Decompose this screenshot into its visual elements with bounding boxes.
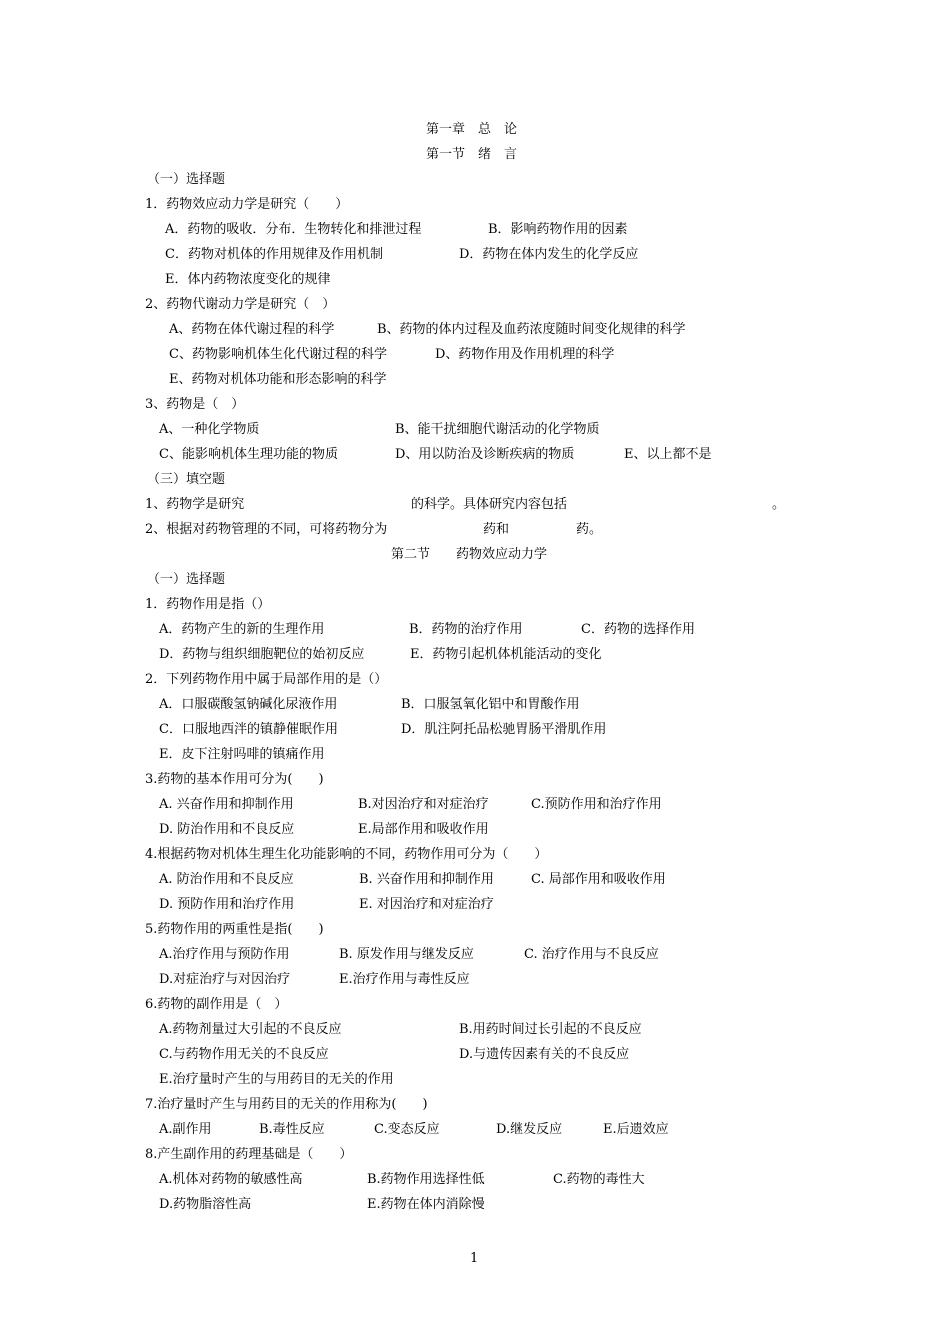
section-heading: （一）选择题 xyxy=(147,572,226,587)
question: 8.产生副作用的药理基础是（ ） xyxy=(145,1147,353,1162)
question: 1．药物效应动力学是研究（ ） xyxy=(145,197,349,212)
option: B．影响药物作用的因素 xyxy=(488,222,628,237)
option: E．皮下注射吗啡的镇痛作用 xyxy=(159,747,325,762)
fill-blank-text: 药和 xyxy=(483,522,510,537)
question: 2、药物代谢动力学是研究（ ） xyxy=(145,297,336,312)
option: A.药物剂量过大引起的不良反应 xyxy=(159,1022,342,1037)
option: C.药物的毒性大 xyxy=(553,1172,645,1187)
question: 5.药物作用的两重性是指( ) xyxy=(145,922,324,937)
option: B.对因治疗和对症治疗 xyxy=(358,797,489,812)
option: B、药物的体内过程及血药浓度随时间变化规律的科学 xyxy=(377,322,686,337)
option: C. 治疗作用与不良反应 xyxy=(524,947,659,962)
option: B.用药时间过长引起的不良反应 xyxy=(459,1022,642,1037)
option: C．药物的选择作用 xyxy=(581,622,695,637)
option: E、药物对机体功能和形态影响的科学 xyxy=(169,372,387,387)
option: D．药物在体内发生的化学反应 xyxy=(459,247,639,262)
option: E. 对因治疗和对症治疗 xyxy=(359,897,494,912)
question: 3.药物的基本作用可分为( ) xyxy=(145,772,324,787)
option: C.预防作用和治疗作用 xyxy=(531,797,662,812)
option: A. 兴奋作用和抑制作用 xyxy=(159,797,294,812)
option: D.继发反应 xyxy=(496,1122,563,1137)
option: A.机体对药物的敏感性高 xyxy=(159,1172,303,1187)
option: C. 局部作用和吸收作用 xyxy=(531,872,666,887)
option: D. 防治作用和不良反应 xyxy=(159,822,295,837)
option: C.与药物作用无关的不良反应 xyxy=(159,1047,329,1062)
option: B. 兴奋作用和抑制作用 xyxy=(359,872,494,887)
option: D. 预防作用和治疗作用 xyxy=(159,897,295,912)
option: D、药物作用及作用机理的科学 xyxy=(435,347,615,362)
section-heading: （一）选择题 xyxy=(147,172,226,187)
fill-blank-text: 。 xyxy=(772,497,786,512)
option: A.治疗作用与预防作用 xyxy=(159,947,290,962)
option: A.副作用 xyxy=(159,1122,212,1137)
option: C．口服地西泮的镇静催眠作用 xyxy=(159,722,338,737)
option: A、药物在体代谢过程的科学 xyxy=(169,322,335,337)
option: B.毒性反应 xyxy=(259,1122,325,1137)
option: E．药物引起机体机能活动的变化 xyxy=(410,647,602,662)
option: B．药物的治疗作用 xyxy=(409,622,523,637)
option: B.药物作用选择性低 xyxy=(367,1172,485,1187)
section-heading: （三）填空题 xyxy=(147,472,226,487)
page-number: 1 xyxy=(470,1251,479,1266)
question: 1．药物作用是指（） xyxy=(145,597,271,612)
option: C.变态反应 xyxy=(374,1122,440,1137)
question: 3、药物是（ ） xyxy=(145,397,245,412)
option: A．口服碳酸氢钠碱化尿液作用 xyxy=(159,697,338,712)
option: A．药物产生的新的生理作用 xyxy=(159,622,325,637)
option: A. 防治作用和不良反应 xyxy=(159,872,294,887)
option: E.后遗效应 xyxy=(603,1122,669,1137)
option: E.药物在体内消除慢 xyxy=(367,1197,485,1212)
option: E.治疗量时产生的与用药目的无关的作用 xyxy=(159,1072,394,1087)
fill-blank-text: 1、药物学是研究 xyxy=(145,497,245,512)
option: D.对症治疗与对因治疗 xyxy=(159,972,291,987)
section-title: 第二节 药物效应动力学 xyxy=(391,547,548,562)
fill-blank-text: 的科学。具体研究内容包括 xyxy=(411,497,568,512)
option: B．口服氢氧化铝中和胃酸作用 xyxy=(401,697,580,712)
option: B、能干扰细胞代谢活动的化学物质 xyxy=(395,422,600,437)
option: D.与遗传因素有关的不良反应 xyxy=(459,1047,630,1062)
chapter-title: 第一章 总 论 xyxy=(426,122,518,137)
option: D.药物脂溶性高 xyxy=(159,1197,252,1212)
option: C、药物影响机体生化代谢过程的科学 xyxy=(169,347,387,362)
option: D．药物与组织细胞靶位的始初反应 xyxy=(159,647,365,662)
option: A．药物的吸收．分布．生物转化和排泄过程 xyxy=(165,222,422,237)
option: A、一种化学物质 xyxy=(159,422,260,437)
option: E.治疗作用与毒性反应 xyxy=(339,972,470,987)
question: 7.治疗量时产生与用药目的无关的作用称为( ) xyxy=(145,1097,428,1112)
question: 6.药物的副作用是（ ） xyxy=(145,997,288,1012)
option: D．肌注阿托品松驰胃肠平滑肌作用 xyxy=(401,722,607,737)
fill-blank-text: 药。 xyxy=(576,522,603,537)
option: E.局部作用和吸收作用 xyxy=(358,822,489,837)
question: 2．下列药物作用中属于局部作用的是（） xyxy=(145,672,388,687)
question: 4.根据药物对机体生理生化功能影响的不同，药物作用可分为（ ） xyxy=(145,847,548,862)
option: E．体内药物浓度变化的规律 xyxy=(165,272,331,287)
option: D、用以防治及诊断疾病的物质 xyxy=(395,447,575,462)
option: C、能影响机体生理功能的物质 xyxy=(159,447,338,462)
fill-blank-text: 2、根据对药物管理的不同，可将药物分为 xyxy=(145,522,388,537)
section-title: 第一节 绪 言 xyxy=(426,147,518,162)
option: C．药物对机体的作用规律及作用机制 xyxy=(165,247,383,262)
option: B. 原发作用与继发反应 xyxy=(339,947,474,962)
option: E、以上都不是 xyxy=(624,447,712,462)
